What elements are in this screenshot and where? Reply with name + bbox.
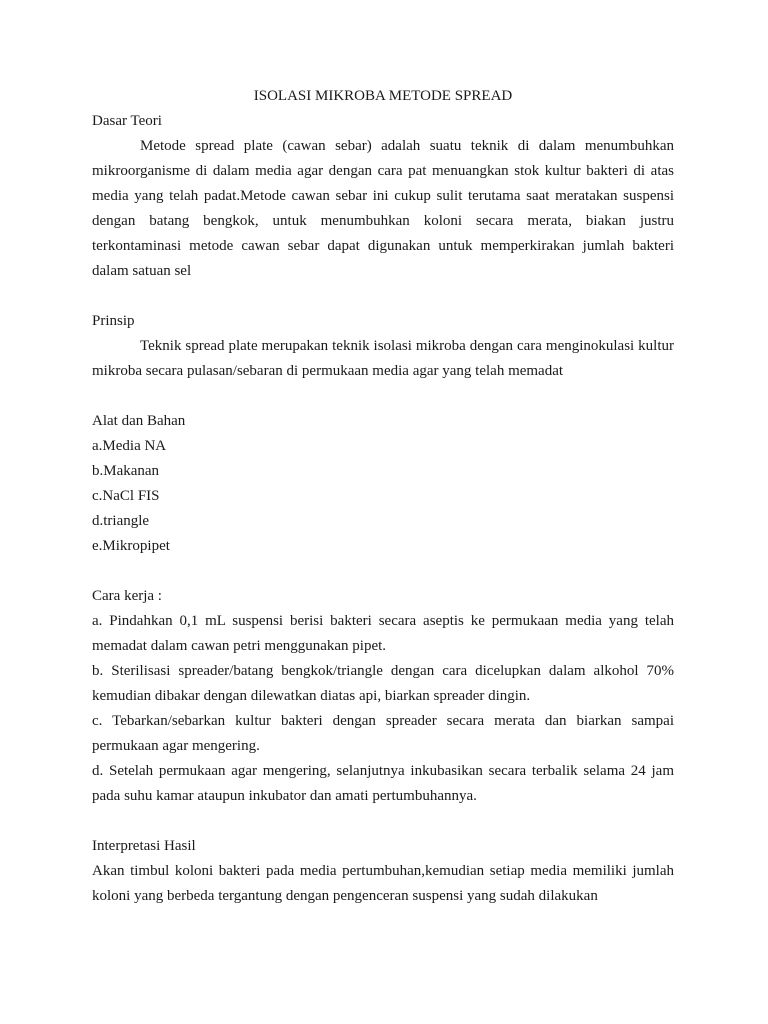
step-item: a. Pindahkan 0,1 mL suspensi berisi bakteri secara aseptis ke permukaan media yang telah memadat dalam cawan petri menggunakan pipet. (92, 613, 674, 654)
section-heading-alat-bahan: Alat dan Bahan (92, 413, 186, 429)
spacer (92, 284, 674, 309)
spacer (92, 384, 674, 409)
step-item: c. Tebarkan/sebarkan kultur bakteri dengan spreader secara merata dan biarkan sampai permukaan agar mengering. (92, 713, 674, 754)
section-heading-interpretasi: Interpretasi Hasil (92, 838, 196, 854)
list-item: e.Mikropipet (92, 538, 170, 554)
section-heading-cara-kerja: Cara kerja : (92, 588, 162, 604)
list-item: d.triangle (92, 513, 150, 529)
step-item: d. Setelah permukaan agar mengering, selanjutnya inkubasikan secara terbalik selama 24 jam pada suhu kamar ataupun inkubator dan amati pertumbuhannya. (92, 763, 674, 804)
list-item: b.Makanan (92, 463, 160, 479)
list-item: c.NaCl FIS (92, 488, 160, 504)
step-item: b. Sterilisasi spreader/batang bengkok/triangle dengan cara dicelupkan dalam alkohol 70% kemudian dibakar dengan dilewatkan diatas api, biarkan spreader dingin. (92, 663, 674, 704)
section-heading-prinsip: Prinsip (92, 313, 135, 329)
paragraph-interpretasi: Akan timbul koloni bakteri pada media pertumbuhan,kemudian setiap media memiliki jumlah koloni yang berbeda tergantung dengan pengenceran suspensi yang sudah dilakukan (92, 863, 674, 904)
spacer (92, 559, 674, 584)
list-item: a.Media NA (92, 438, 167, 454)
paragraph-prinsip: Teknik spread plate merupakan teknik isolasi mikroba dengan cara menginokulasi kultur mikroba secara pulasan/sebaran di permukaan media agar yang telah memadat (92, 338, 674, 379)
spacer (92, 809, 674, 834)
section-heading-dasar-teori: Dasar Teori (92, 113, 162, 129)
document-page (92, 84, 674, 909)
paragraph-dasar-teori: Metode spread plate (cawan sebar) adalah suatu teknik di dalam menumbuhkan mikroorganisme di dalam media agar dengan cara pat menuangkan stok kultur bakteri di atas media yang telah padat.Metode cawan sebar ini cukup sulit terutama saat meratakan suspensi dengan batang bengkok, untuk menumbuhkan koloni secara merata, biakan justru terkontaminasi metode cawan sebar dapat digunakan untuk memperkirakan jumlah bakteri dalam satuan sel (92, 138, 674, 279)
document-title: ISOLASI MIKROBA METODE SPREAD (253, 88, 513, 104)
